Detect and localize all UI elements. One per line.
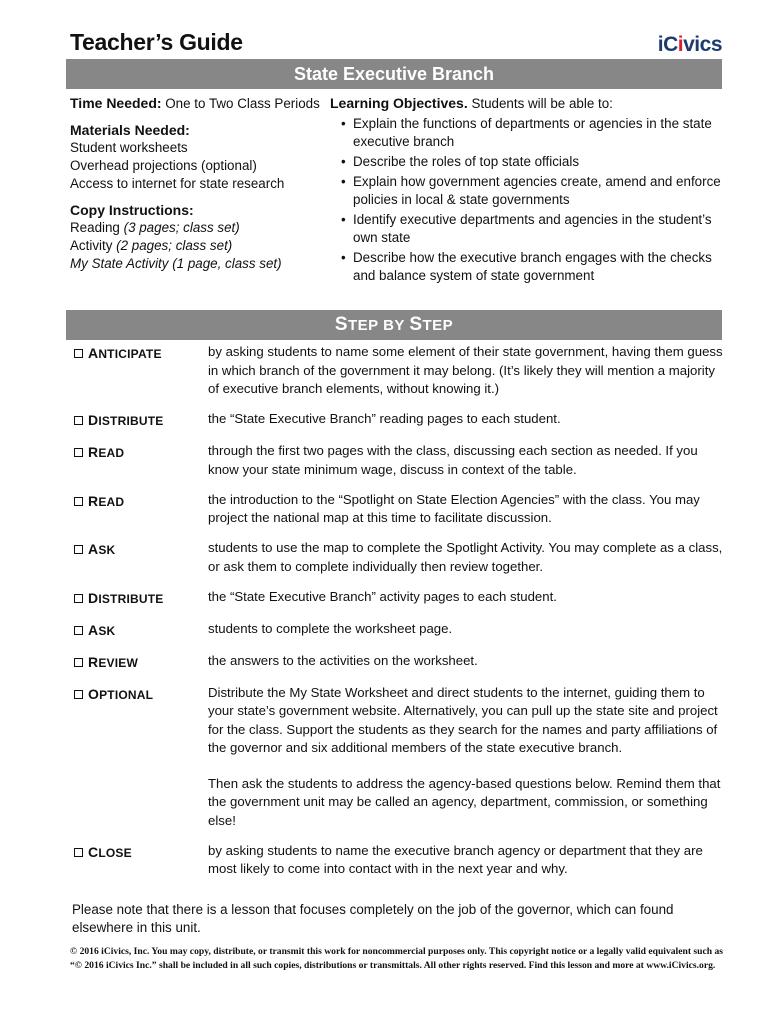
time-needed: Time Needed: One to Two Class Periods	[70, 95, 320, 111]
step-row: OPTIONAL Distribute the My State Worksheet and direct students to the internet, guiding them to your state’s government website. Alternatively, you can pull up the state site and project for the class. Support the students as they search for the names and party affiliations of the governor and six additional members of the state executive branch. Then ask the students to address the agency-based questions below. Remind them that the government unit may be called an agency, department, commission, or something else!	[74, 684, 724, 831]
step-row: READ the introduction to the “Spotlight on State Election Agencies” with the class. You may project the national map at this time to facilitate discussion.	[74, 491, 724, 528]
governor-lesson-note: Please note that there is a lesson that focuses completely on the job of the governor, which can found elsewhere in this unit.	[72, 902, 674, 935]
copy-instructions: Copy Instructions: Reading (3 pages; class set) Activity (2 pages; class set) My State Activity (1 page, class set)	[70, 201, 320, 273]
step-label: READ	[74, 442, 208, 479]
checkbox-icon	[74, 626, 83, 635]
materials-item: Access to internet for state research	[70, 176, 285, 191]
copy-item: Activity (2 pages; class set)	[70, 238, 233, 253]
checkbox-icon	[74, 690, 83, 699]
step-label: ASK	[74, 620, 208, 641]
checkbox-icon	[74, 497, 83, 506]
step-row: DISTRIBUTE the “State Executive Branch” reading pages to each student.	[74, 410, 724, 431]
step-label: CLOSE	[74, 842, 208, 879]
step-row: CLOSE by asking students to name the executive branch agency or department that they are most likely to come into contact with in the next year and why.	[74, 842, 724, 879]
step-label: READ	[74, 491, 208, 528]
step-row: READ through the first two pages with the class, discussing each section as needed. If you know your state minimum wage, discuss in context of the table.	[74, 442, 724, 479]
checkbox-icon	[74, 658, 83, 667]
materials-item: Overhead projections (optional)	[70, 158, 257, 173]
checkbox-icon	[74, 349, 83, 358]
step-label: REVIEW	[74, 652, 208, 673]
doc-title: Teacher’s Guide	[70, 29, 243, 55]
objective-item: • Identify executive departments and agencies in the student’s own state	[330, 211, 722, 247]
checkbox-icon	[74, 545, 83, 554]
checkbox-icon	[74, 416, 83, 425]
step-row: REVIEW the answers to the activities on the worksheet.	[74, 652, 724, 673]
step-label: ANTICIPATE	[74, 343, 208, 399]
steps-list	[74, 343, 724, 890]
objective-item: • Explain how government agencies create, amend and enforce policies in local & state governments	[330, 173, 722, 209]
step-label: DISTRIBUTE	[74, 588, 208, 609]
copy-item: Reading (3 pages; class set)	[70, 220, 240, 235]
checkbox-icon	[74, 448, 83, 457]
lesson-title-banner: State Executive Branch	[66, 59, 722, 89]
objective-item: • Describe how the executive branch engages with the checks and balance system of state government	[330, 249, 722, 285]
materials-item: Student worksheets	[70, 140, 188, 155]
objective-item: • Explain the functions of departments or agencies in the state executive branch	[330, 115, 722, 151]
page-header	[70, 29, 722, 59]
step-by-step-banner: STEP BY STEP	[66, 310, 722, 340]
step-row: ANTICIPATE by asking students to name some element of their state government, having them guess in which branch of the government it may belong. (It’s likely they will mention a majority of executive branch elements, without knowing it.)	[74, 343, 724, 399]
checkbox-icon	[74, 594, 83, 603]
copy-item: My State Activity (1 page, class set)	[70, 256, 282, 271]
step-row: ASK students to complete the worksheet page.	[74, 620, 724, 641]
lesson-info	[70, 94, 320, 281]
step-label: OPTIONAL	[74, 684, 208, 831]
learning-objectives: Learning Objectives. Students will be able to: • Explain the functions of departments or agencies in the state executive branch • Describe the roles of top state officials • Explain how government agencies create, amend and enforce policies in local & state governments • Identify executive departments and agencies in the student’s own state • Describe how the executive branch engages with the checks and balance system of state government	[330, 94, 722, 287]
objective-item: • Describe the roles of top state officials	[330, 153, 722, 171]
checkbox-icon	[74, 848, 83, 857]
step-row: ASK students to use the map to complete the Spotlight Activity. You may complete as a class, or ask them to complete individually then review together.	[74, 539, 724, 576]
step-row: DISTRIBUTE the “State Executive Branch” activity pages to each student.	[74, 588, 724, 609]
copyright-footer: © 2016 iCivics, Inc. You may copy, distribute, or transmit this work for noncommercial purposes only. This copyright notice or a legally valid equivalent such as “© 2016 iCivics Inc.” shall be included in all such copies, distributions or transmittals. All other rights reserved. Find this lesson and more at www.iCivics.org.	[70, 946, 724, 971]
step-label: ASK	[74, 539, 208, 576]
icivics-logo: iCivics	[657, 33, 722, 56]
materials-needed: Materials Needed: Student worksheets Overhead projections (optional) Access to internet for state research	[70, 121, 320, 193]
step-label: DISTRIBUTE	[74, 410, 208, 431]
objectives-list	[330, 115, 722, 285]
